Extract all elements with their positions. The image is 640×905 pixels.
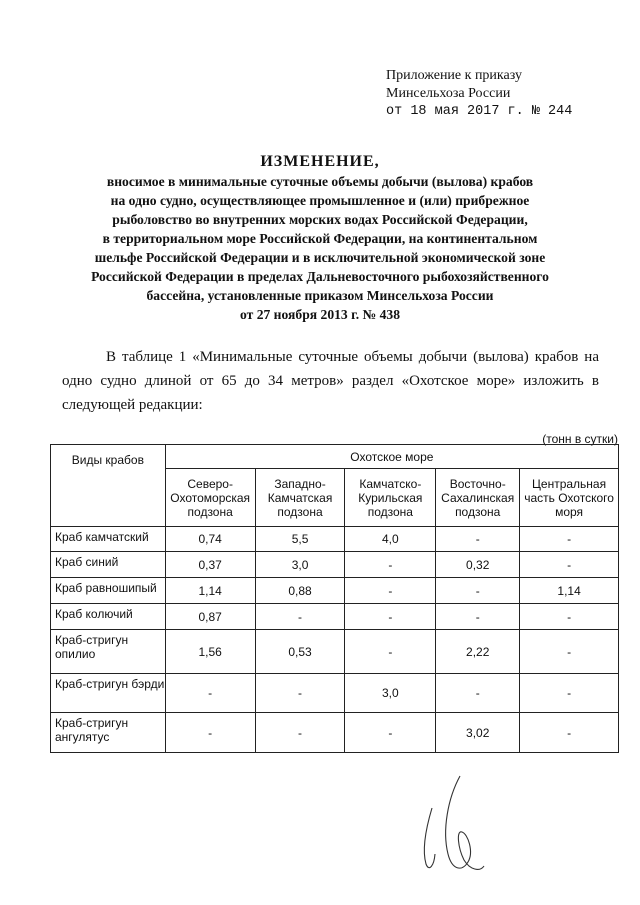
quota-value: 0,87 [165,604,255,630]
quota-value: - [520,604,619,630]
title-line: вносимое в минимальные суточные объемы добычи (вылова) крабов [106,174,534,189]
title-line: в территориальном море Российской Федерации, на континентальном [102,231,538,246]
crab-name: Краб равношипый [51,578,166,604]
crab-name: Краб камчатский [51,527,166,552]
appendix-line-2: Минсельхоза России [386,86,511,101]
crab-name: Краб синий [51,552,166,578]
quota-value: 3,02 [436,713,520,753]
quota-value: 0,74 [165,527,255,552]
title-line: шельфе Российской Федерации и в исключительной экономической зоне [94,250,546,265]
appendix-date-line [386,103,572,121]
column-header: Западно-Камчатская подзона [255,469,345,527]
quota-value: - [345,578,436,604]
document-title [30,152,610,324]
table-row [51,552,619,578]
quota-value: 5,5 [255,527,345,552]
quota-value: - [520,630,619,674]
appendix-header [386,67,572,121]
crab-name: Краб-стригун бэрди [51,674,166,713]
title-heading: ИЗМЕНЕНИЕ, [260,153,380,170]
body-paragraph [62,345,599,417]
quota-value: - [165,713,255,753]
quota-value: 0,37 [165,552,255,578]
paragraph-text: В таблице 1 «Минимальные суточные объемы добычи (вылова) крабов на одно судно длиной от 65 до 34 метров» раздел «Охотское море» изложить в следующей редакции: [62,349,599,413]
appendix-line-1: Приложение к приказу [386,68,522,83]
title-line: от 27 ноября 2013 г. № 438 [240,307,400,322]
title-line: бассейна, установленные приказом Минсельхоза России [146,288,494,303]
quota-value: - [255,604,345,630]
table-row [51,527,619,552]
quota-value: - [165,674,255,713]
quota-value: - [345,552,436,578]
quota-value: - [345,604,436,630]
title-line: рыболовство во внутренних морских водах Российской Федерации, [112,212,528,227]
quota-value: 1,56 [165,630,255,674]
column-header: Камчатско-Курильская подзона [345,469,436,527]
order-date: 18 мая 2017 г. [410,104,524,119]
title-line: на одно судно, осуществляющее промышленное и (или) прибрежное [110,193,530,208]
quota-value: - [436,578,520,604]
quota-value: - [345,630,436,674]
table-row [51,630,619,674]
table-row [51,578,619,604]
quota-value: 0,88 [255,578,345,604]
column-header: Восточно-Сахалинская подзона [436,469,520,527]
units-label: (тонн в сутки) [542,432,618,446]
table-row [51,674,619,713]
order-number: № 244 [531,104,573,119]
quota-value: 1,14 [520,578,619,604]
quota-value: 3,0 [255,552,345,578]
crab-name: Краб-стригун опилио [51,630,166,674]
quota-value: - [255,713,345,753]
quota-value: - [520,713,619,753]
date-prefix: от [386,104,403,119]
quota-value: - [255,674,345,713]
table-row [51,604,619,630]
quota-value: - [520,527,619,552]
quota-value: 0,32 [436,552,520,578]
quota-value: 2,22 [436,630,520,674]
quota-value: - [520,674,619,713]
signature [418,768,488,878]
quota-value: - [436,604,520,630]
quota-value: 0,53 [255,630,345,674]
quota-value: - [520,552,619,578]
quota-value: - [345,713,436,753]
crab-name: Краб-стригун ангулятус [51,713,166,753]
quota-value: 1,14 [165,578,255,604]
sea-group-header: Охотское море [165,445,618,469]
species-column-header: Виды крабов [51,445,166,527]
table-row [51,713,619,753]
column-header: Центральная часть Охотского моря [520,469,619,527]
column-header: Северо-Охотоморская подзона [165,469,255,527]
crab-quota-table [50,444,619,753]
quota-value: 3,0 [345,674,436,713]
quota-value: - [436,674,520,713]
crab-name: Краб колючий [51,604,166,630]
title-line: Российской Федерации в пределах Дальневосточного рыбохозяйственного [91,269,549,284]
quota-value: - [436,527,520,552]
quota-value: 4,0 [345,527,436,552]
